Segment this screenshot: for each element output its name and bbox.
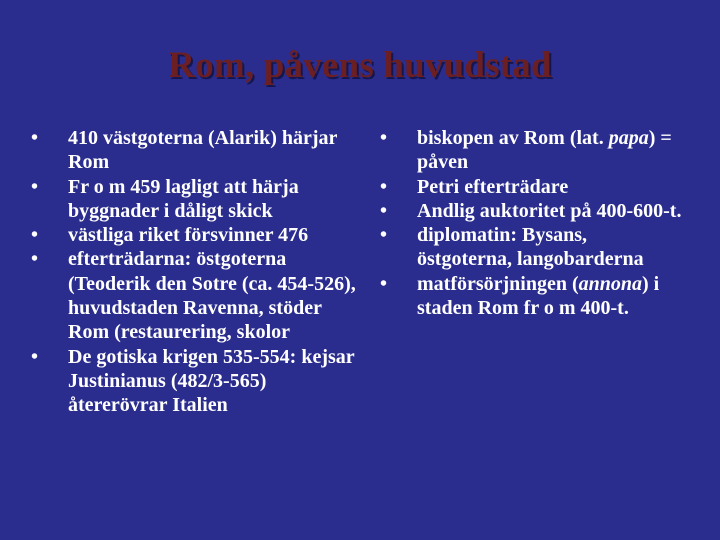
- bullet-item: [31, 345, 361, 418]
- bullet-item: [31, 175, 361, 224]
- bullet-item: [380, 272, 686, 321]
- bullet-text-part: biskopen av Rom (lat.: [417, 127, 609, 149]
- bullet-text: De gotiska krigen 535-554: kejsar Justinianus (482/3-565) återerövrar Italien: [68, 345, 355, 417]
- bullet-item: [31, 223, 361, 247]
- bullet-item: [31, 126, 361, 175]
- bullet-icon: •: [380, 127, 388, 149]
- bullet-text: diplomatin: Bysans, östgoterna, langobarderna: [417, 224, 644, 271]
- bullet-text: Petri efterträdare: [417, 175, 569, 198]
- bullet-text: Fr o m 459 lagligt att härja byggnader i dåligt skick: [68, 175, 299, 222]
- bullet-text: [417, 273, 659, 319]
- slide-title: Rom, påvens huvudstad: [168, 45, 552, 86]
- bullet-text: västliga riket försvinner 476: [68, 224, 309, 247]
- bullet-text: Andlig auktoritet på 400-600-t.: [417, 199, 682, 222]
- bullet-item: [380, 126, 686, 175]
- bullet-text-part: ) i staden Rom fr o m 400-t.: [417, 272, 660, 320]
- latin-term: annona: [578, 272, 643, 295]
- bullet-text: [417, 127, 672, 173]
- bullet-icon: •: [31, 248, 39, 271]
- right-bullet-list: [380, 126, 686, 320]
- bullet-text: 410 västgoterna (Alarik) härjar Rom: [68, 127, 338, 174]
- bullet-item: [31, 247, 361, 344]
- bullet-icon: •: [380, 224, 388, 247]
- bullet-icon: •: [31, 224, 39, 247]
- bullet-item: [380, 223, 686, 272]
- bullet-icon: •: [380, 272, 388, 295]
- bullet-icon: •: [31, 345, 39, 368]
- latin-term: papa: [608, 127, 649, 149]
- bullet-icon: •: [31, 175, 39, 198]
- bullet-icon: •: [31, 127, 39, 149]
- bullet-item: [380, 199, 686, 223]
- bullet-text: efterträdarna: östgoterna (Teoderik den Sotre (ca. 454-526), huvudstaden Ravenna, stöder Rom (restaurering, skolor: [68, 248, 356, 344]
- bullet-icon: •: [380, 199, 388, 222]
- left-bullet-list: [31, 126, 361, 418]
- bullet-icon: •: [380, 175, 388, 198]
- bullet-text-part: ) = påven: [417, 127, 672, 174]
- bullet-item: [380, 175, 686, 199]
- bullet-text-part: matförsörjningen (: [417, 272, 579, 295]
